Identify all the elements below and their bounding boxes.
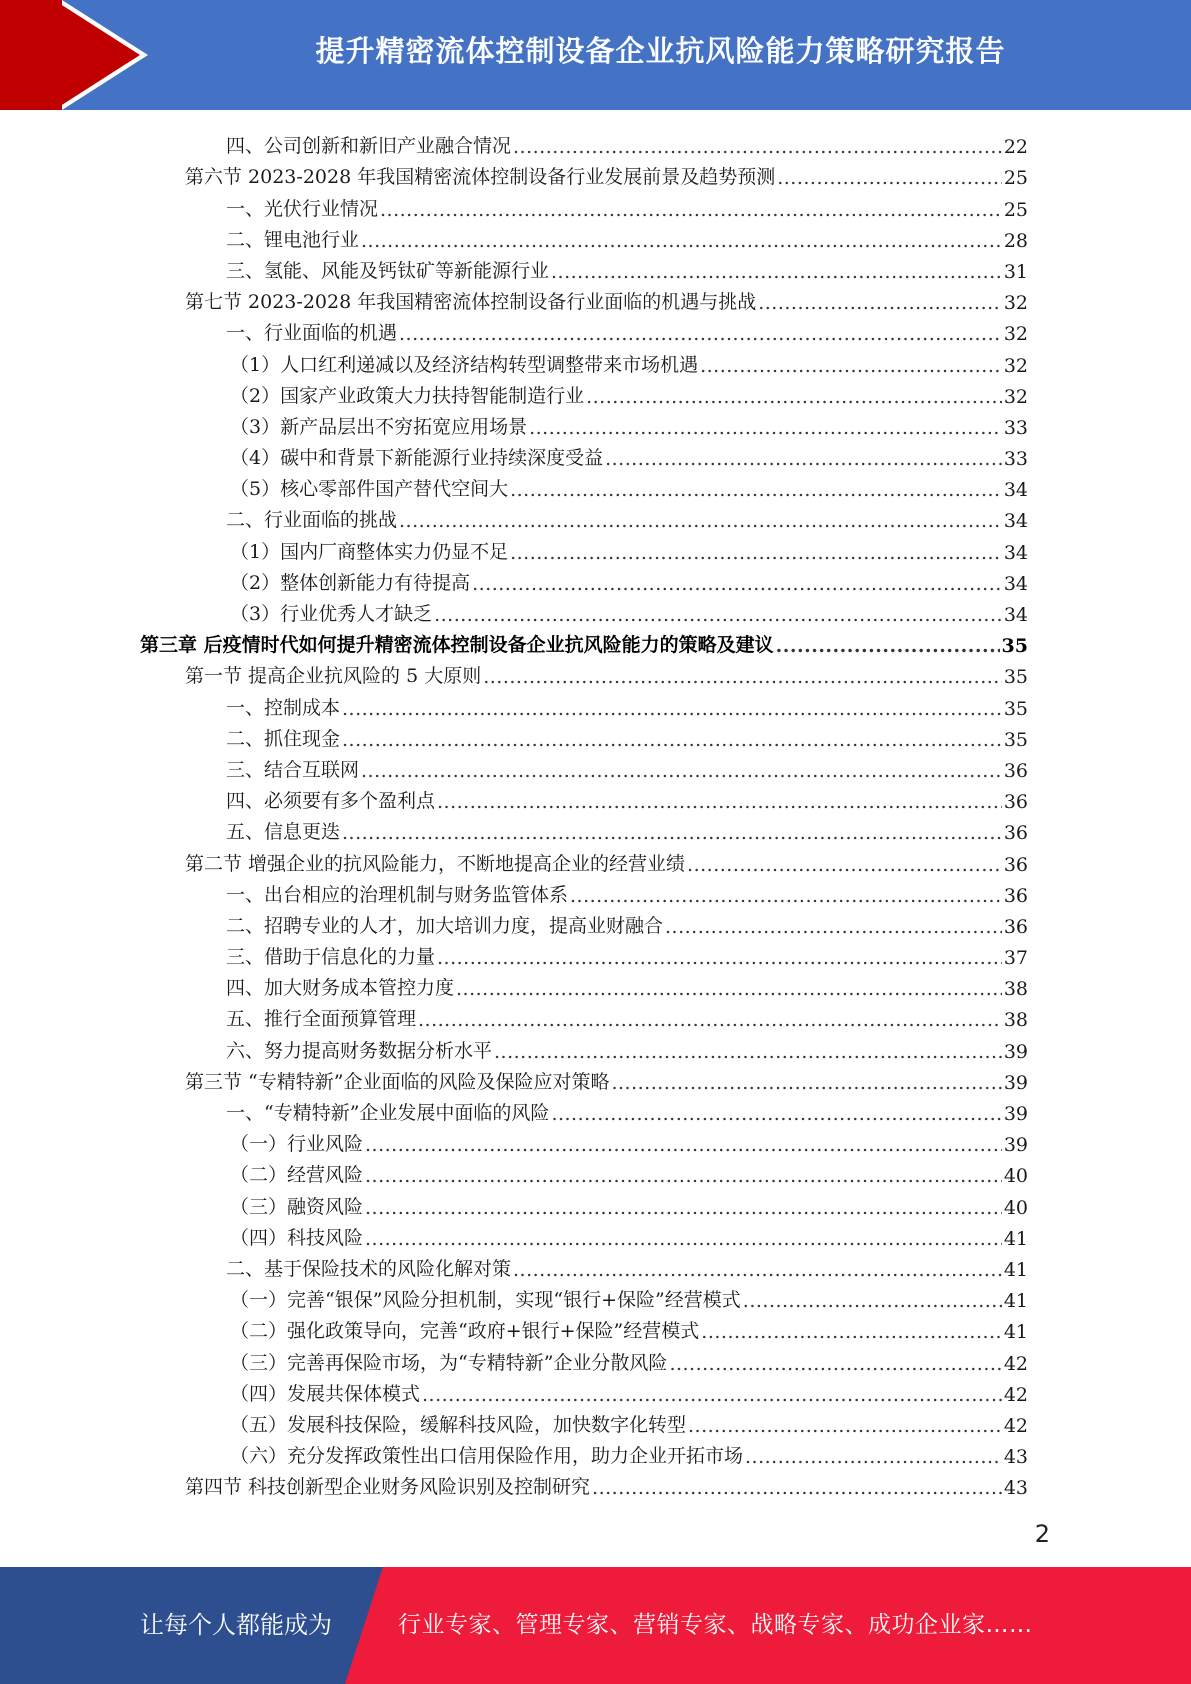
toc-entry-title: （4）碳中和背景下新能源行业持续深度受益 [230,447,604,470]
toc-entry-page: 25 [1003,167,1028,190]
toc-entry[interactable] [140,595,1028,626]
toc-entry-page: 34 [1003,572,1028,595]
toc-entry[interactable] [140,1094,1028,1125]
toc-entry[interactable] [140,377,1028,408]
toc-entry-title: 第三章 后疫情时代如何提升精密流体控制设备企业抗风险能力的策略及建议 [140,634,774,657]
toc-entry-title: （一）完善“银保”风险分担机制，实现“银行+保险”经营模式 [230,1289,741,1312]
toc-leader-dots [513,136,1002,158]
toc-leader-dots [437,947,1002,969]
toc-entry[interactable] [140,1156,1028,1187]
toc-entry-title: （二）强化政策导向，完善“政府+银行+保险”经营模式 [230,1320,700,1343]
toc-entry[interactable] [140,876,1028,907]
toc-entry[interactable] [140,501,1028,532]
toc-entry[interactable] [140,1125,1028,1156]
toc-entry[interactable] [140,720,1028,751]
toc-leader-dots [700,355,1002,377]
toc-leader-dots [361,760,1002,782]
toc-entry-title: 五、推行全面预算管理 [226,1008,417,1031]
toc-entry[interactable] [140,532,1028,563]
toc-entry[interactable] [140,782,1028,813]
toc-entry-title: （一）行业风险 [230,1133,364,1156]
toc-entry-page: 34 [1003,604,1028,626]
toc-entry-title: （三）融资风险 [230,1195,364,1218]
toc-entry-page: 36 [1003,853,1028,876]
toc-entry-title: （5）核心零部件国产替代空间大 [230,478,509,501]
toc-leader-dots [472,573,1002,595]
toc-leader-dots [529,417,1002,439]
toc-entry-page: 36 [1003,759,1028,782]
toc-leader-dots [380,199,1002,221]
toc-leader-dots [510,542,1002,564]
toc-entry[interactable] [140,1063,1028,1094]
toc-entry-page: 35 [1003,666,1028,689]
report-title: 提升精密流体控制设备企业抗风险能力策略研究报告 [315,34,1006,68]
toc-entry-page: 32 [1003,292,1028,315]
toc-entry-title: 一、行业面临的机遇 [226,322,398,345]
toc-entry[interactable] [140,252,1028,283]
toc-entry-page: 34 [1003,541,1028,564]
toc-entry-page: 35 [1003,728,1028,751]
toc-leader-dots [611,1072,1001,1094]
toc-entry-title: 第六节 2023-2028 年我国精密流体控制设备行业发展前景及趋势预测 [185,166,776,189]
toc-entry-page: 40 [1003,1165,1028,1188]
toc-leader-dots [758,292,1002,314]
toc-leader-dots [434,604,1002,626]
toc-entry-title: （2）国家产业政策大力扶持智能制造行业 [230,384,585,407]
toc-entry-title: 三、借助于信息化的力量 [226,946,436,969]
toc-entry-title: 第一节 提高企业抗风险的 5 大原则 [185,665,482,688]
toc-entry-page: 38 [1003,1009,1028,1032]
toc-entry-page: 36 [1003,884,1028,907]
toc-leader-dots [687,854,1002,876]
toc-entry-title: 第二节 增强企业的抗风险能力，不断地提高企业的经营业绩 [185,852,686,875]
toc-entry[interactable] [140,657,1028,688]
toc-leader-dots [437,791,1002,813]
toc-leader-dots [365,1228,1002,1250]
footer-slogan-right: 行业专家、管理专家、营销专家、战略专家、成功企业家…… [398,1612,1033,1638]
toc-entry-page: 41 [1003,1227,1028,1250]
toc-leader-dots [342,822,1002,844]
toc-entry-title: 三、氢能、风能及钙钛矿等新能源行业 [226,259,550,282]
toc-entry[interactable] [140,751,1028,782]
toc-entry[interactable] [140,1406,1028,1437]
toc-entry-title: （1）人口红利递减以及经济结构转型调整带来市场机遇 [230,353,699,376]
toc-entry-page: 39 [1003,1103,1028,1125]
toc-entry-title: 二、招聘专业的人才，加大培训力度，提高业财融合 [226,914,664,937]
header-red-block [0,0,62,110]
toc-entry[interactable] [140,938,1028,969]
toc-entry-page: 33 [1003,416,1028,439]
toc-entry-page: 32 [1003,385,1028,408]
toc-entry-page: 31 [1003,260,1028,283]
toc-entry-title: 一、光伏行业情况 [226,197,379,220]
toc-entry-title: 一、“专精特新”企业发展中面临的风险 [226,1102,550,1124]
toc-entry-page: 42 [1003,1414,1028,1437]
toc-entry-page: 32 [1003,323,1028,346]
toc-leader-dots [669,1353,1001,1375]
toc-entry[interactable] [140,907,1028,938]
toc-entry-title: 二、锂电池行业 [226,228,360,251]
toc-entry-page: 41 [1003,1321,1028,1344]
toc-entry[interactable] [140,1437,1028,1468]
toc-leader-dots [592,1477,1002,1499]
toc-entry-page: 41 [1003,1258,1028,1281]
toc-entry-title: 第七节 2023-2028 年我国精密流体控制设备行业面临的机遇与挑战 [185,291,757,314]
page-number: 2 [1034,1520,1050,1548]
toc-leader-dots [418,1009,1002,1031]
toc-leader-dots [513,1259,1002,1281]
toc-entry-title: 二、抓住现金 [226,727,341,750]
toc-leader-dots [399,510,1002,532]
toc-leader-dots [422,1384,1002,1406]
toc-entry-title: 第三节 “专精特新”企业面临的风险及保险应对策略 [185,1070,610,1093]
toc-entry-title: （二）经营风险 [230,1164,364,1187]
toc-entry[interactable] [140,813,1028,844]
table-of-contents [140,127,1028,1499]
toc-entry-page: 36 [1003,822,1028,845]
toc-entry-title: 三、结合互联网 [226,758,360,781]
toc-entry-title: （四）科技风险 [230,1226,364,1249]
toc-entry[interactable] [140,969,1028,1000]
toc-entry-page: 43 [1003,1446,1028,1469]
toc-entry[interactable] [140,1312,1028,1343]
toc-entry[interactable] [140,470,1028,501]
toc-leader-dots [551,261,1002,283]
toc-leader-dots [342,729,1002,751]
page-footer [0,1567,1191,1684]
toc-entry-title: 四、公司创新和新旧产业融合情况 [226,135,512,158]
toc-entry[interactable] [140,127,1028,158]
toc-entry-title: 五、信息更迭 [226,821,341,844]
toc-leader-dots [776,635,1000,657]
toc-entry-page: 36 [1003,915,1028,938]
toc-leader-dots [701,1321,1002,1343]
toc-leader-dots [483,666,1002,688]
footer-slogan-left: 让每个人都能成为 [140,1611,332,1639]
toc-entry[interactable] [140,688,1028,719]
toc-entry-page: 40 [1003,1196,1028,1219]
toc-entry-page: 28 [1003,229,1028,252]
toc-entry-title: 一、控制成本 [226,696,341,719]
toc-entry[interactable] [140,1375,1028,1406]
toc-leader-dots [510,479,1002,501]
toc-leader-dots [777,167,1002,189]
toc-entry[interactable] [140,1281,1028,1312]
toc-entry-page: 41 [1003,1290,1028,1313]
toc-entry-title: （四）发展共保体模式 [230,1382,421,1405]
toc-entry-title: （五）发展科技保险，缓解科技风险，加快数字化转型 [230,1413,687,1436]
toc-entry[interactable] [140,626,1028,657]
toc-entry-title: （2）整体创新能力有待提高 [230,571,471,594]
toc-entry-page: 39 [1003,1071,1028,1094]
toc-leader-dots [586,386,1002,408]
toc-entry-page: 22 [1003,136,1028,159]
toc-leader-dots [361,230,1002,252]
toc-leader-dots [743,1290,1002,1312]
toc-entry-title: 二、基于保险技术的风险化解对策 [226,1257,512,1280]
toc-leader-dots [494,1041,1002,1063]
toc-entry[interactable] [140,408,1028,439]
toc-entry-page: 37 [1003,947,1028,970]
toc-leader-dots [665,916,1002,938]
toc-entry[interactable] [140,1219,1028,1250]
toc-entry-page: 25 [1003,198,1028,221]
toc-entry-title: （1）国内厂商整体实力仍显不足 [230,540,509,563]
toc-entry-page: 39 [1003,1040,1028,1063]
toc-entry-page: 35 [1003,697,1028,720]
toc-entry-page: 42 [1003,1383,1028,1406]
toc-entry-page: 39 [1003,1134,1028,1157]
toc-leader-dots [605,448,1002,470]
toc-entry-title: （六）充分发挥政策性出口信用保险作用，助力企业开拓市场 [230,1445,744,1468]
footer-slant [345,1567,383,1684]
toc-entry[interactable] [140,1000,1028,1031]
toc-entry-title: 一、出台相应的治理机制与财务监管体系 [226,883,569,906]
page-header [0,0,1191,110]
toc-entry[interactable] [140,345,1028,376]
toc-entry[interactable] [140,564,1028,595]
header-red-arrow-icon [54,0,140,110]
toc-leader-dots [365,1134,1002,1156]
toc-entry-title: （3）新产品层出不穷拓宽应用场景 [230,415,528,438]
toc-entry[interactable] [140,1187,1028,1218]
toc-leader-dots [399,323,1002,345]
toc-leader-dots [342,698,1002,720]
toc-entry-title: 二、行业面临的挑战 [226,509,398,532]
toc-entry-page: 34 [1003,510,1028,533]
toc-entry[interactable] [140,314,1028,345]
toc-entry-page: 43 [1003,1477,1028,1500]
toc-entry-page: 34 [1003,479,1028,502]
toc-entry-page: 35 [1001,635,1028,658]
toc-leader-dots [456,978,1002,1000]
toc-leader-dots [688,1415,1002,1437]
toc-entry-title: （3）行业优秀人才缺乏 [230,603,433,625]
toc-entry-page: 32 [1003,354,1028,377]
toc-leader-dots [570,885,1002,907]
toc-entry[interactable] [140,1031,1028,1062]
toc-entry[interactable] [140,439,1028,470]
toc-entry[interactable] [140,221,1028,252]
toc-entry[interactable] [140,844,1028,875]
toc-entry-title: 四、加大财务成本管控力度 [226,977,455,1000]
toc-entry-title: 四、必须要有多个盈利点 [226,790,436,813]
toc-entry[interactable] [140,158,1028,189]
toc-entry-page: 36 [1003,791,1028,814]
toc-entry-title: （三）完善再保险市场，为“专精特新”企业分散风险 [230,1351,668,1374]
toc-entry[interactable] [140,1468,1028,1499]
toc-entry-page: 42 [1003,1352,1028,1375]
toc-leader-dots [365,1197,1002,1219]
toc-entry-page: 33 [1003,448,1028,471]
toc-entry[interactable] [140,283,1028,314]
toc-leader-dots [745,1446,1002,1468]
toc-entry[interactable] [140,189,1028,220]
toc-leader-dots [551,1103,1001,1125]
toc-entry-title: 六、努力提高财务数据分析水平 [226,1039,493,1062]
toc-entry[interactable] [140,1250,1028,1281]
toc-leader-dots [365,1165,1002,1187]
toc-entry-title: 第四节 科技创新型企业财务风险识别及控制研究 [185,1476,591,1499]
toc-entry[interactable] [140,1343,1028,1374]
toc-entry-page: 38 [1003,978,1028,1001]
